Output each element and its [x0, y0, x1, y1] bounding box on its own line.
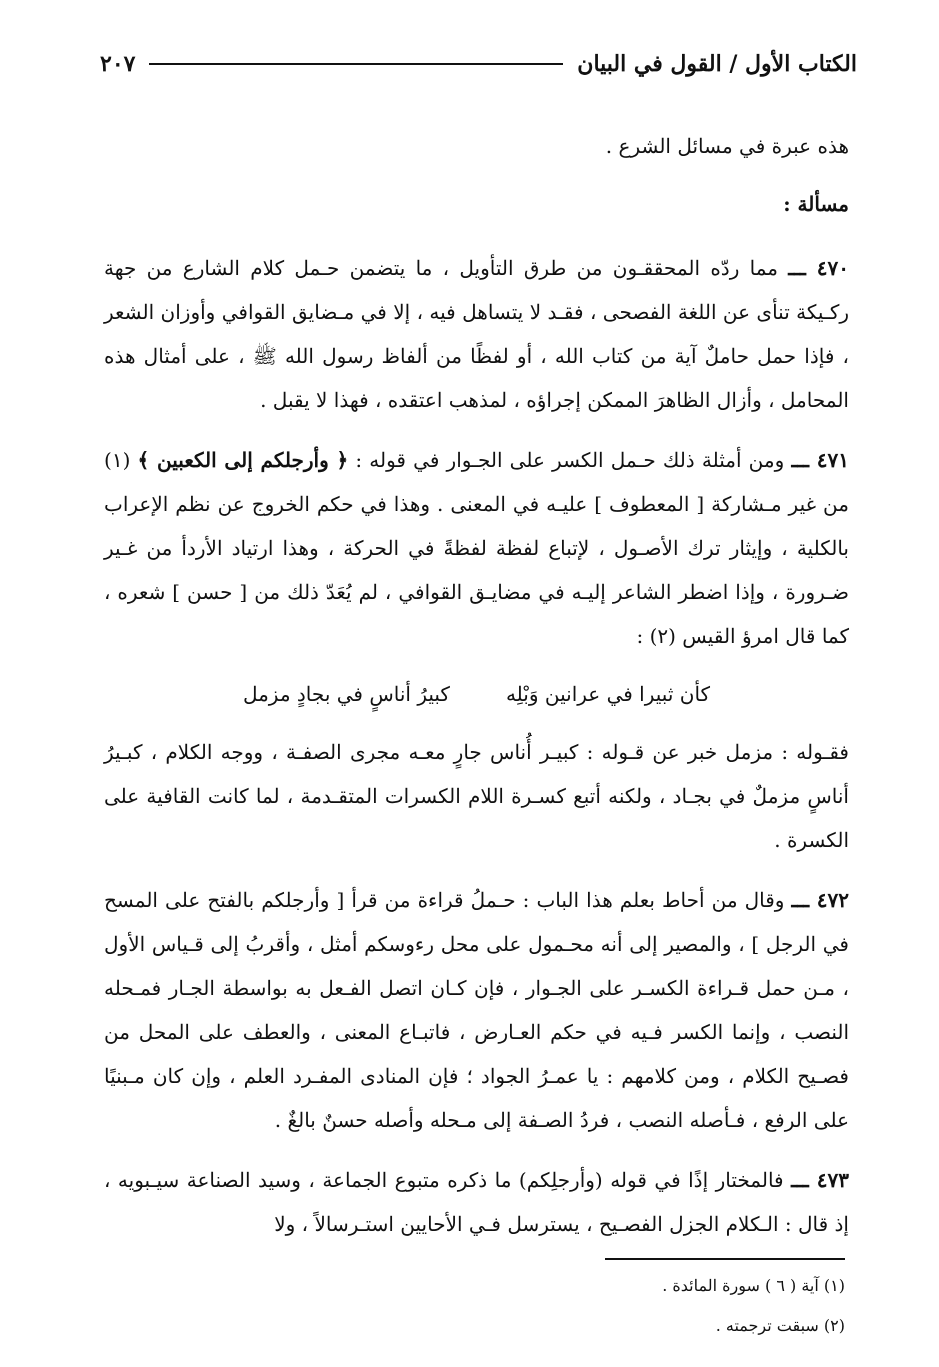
paragraph-number: ٤٧٣ ـــ — [791, 1168, 849, 1192]
paragraph-number: ٤٧٠ ـــ — [788, 256, 849, 280]
footnotes — [104, 1266, 845, 1346]
footnote-separator — [605, 1258, 845, 1260]
quran-quote: ﴿ وأرجلكم إلى الكعبين ﴾ — [137, 448, 349, 472]
chapter-title: الكتاب الأول / القول في البيان — [577, 51, 857, 77]
footnote-1: (١) آية ( ٦ ) سورة المائدة . — [662, 1276, 845, 1295]
footnote-2: (٢) سبقت ترجمته . — [715, 1316, 845, 1335]
paragraph-number: ٤٧١ ـــ — [791, 448, 850, 472]
paragraph-471 — [104, 438, 849, 658]
verse-hemistich-first: كأن ثبيرا في عرانين وَبْلِه — [505, 682, 711, 706]
running-header — [100, 44, 857, 84]
paragraph-text: مما ردّه المحققـون من طرق التأويل ، ما يتضمن حـمل كلام الشارع من جهة ركـيكة تنأى عن اللغة الفصحى ، فقـد لا يتساهل فيه ، إلا في مـضايق القوافي وأوزان الشعر ، فإذا حمل حاملٌ آية من كتاب الله ، أو لفظًا من ألفاظ رسول الله ﷺ ، على أمثال هذه المحامل ، وأزال الظاهرَ الممكن إجراؤه ، لمذهب اعتقده ، فهذا لا يقبل . — [104, 256, 849, 412]
paragraph-text: (١) من غير مـشاركة [ المعطوف ] عليـه في المعنى . وهذا في حكم الخروج عن نظم الإعراب بالكلية ، وإيثار ترك الأصـول ، لإتباع لفظة لفظةً في الحركة ، وهذا ارتياد الأردأ من غـير ضـرورة ، وإذا اضطر الشاعر إليـه في مضايـق القوافي ، لم يُعَدّ ذلك من [ حسن ] شعره ، كما قال امرؤ القيس (٢) : — [104, 448, 849, 648]
main-text — [104, 124, 849, 1262]
verse-hemistich-second: كبيرُ أناسٍ في بجادٍ مزمل — [242, 682, 450, 706]
paragraph-472 — [104, 878, 849, 1142]
paragraph-text: فالمختار إذًا في قوله (وأرجلِكم) ما ذكره متبوع الجماعة ، وسيد الصناعة سيـبويه ، إذ قال : الـكلام الجزل الفصـيح ، يسترسل فـي الأحايين استـرسالاً ، ولا — [104, 1168, 849, 1236]
page-number: ٢٠٧ — [100, 51, 136, 77]
paragraph-text: ومن أمثلة ذلك حـمل الكسر على الجـوار في قوله : — [355, 448, 785, 472]
intro-line: هذه عبرة في مسائل الشرع . — [605, 134, 849, 158]
poetry-verse — [104, 672, 849, 716]
paragraph-text: وقال من أحاط بعلم هذا الباب : حـملُ قراءة من قرأ [ وأرجلكم بالفتح على المسح في الرجل ] ، والمصير إلى أنه محـمول على محل رءوسكم أمثل ، وأقربُ إلى قـياس الأول ، مـن حمل قـراءة الكسـر على الجـوار ، فإن كـان اتصل الفـعل به بواسطة الجـار فمـحله النصب ، وإنما الكسر فـيه في حكم العـارض ، فاتبـاع المعنى ، والعطف على المحل من فصـيح الكلام ، ومن كلامهم : يا عمـرُ الجواد ؛ فإن المنادى المفـرد العلم ، وإن كان مـبنيًا على الرفع ، فـأصله النصب ، فردُ الصـفة إلى مـحله وأصله حسنٌ بالغٌ . — [104, 888, 849, 1132]
header-rule — [149, 63, 563, 65]
paragraph-473 — [104, 1158, 849, 1246]
paragraph-number: ٤٧٢ ـــ — [791, 888, 850, 912]
paragraph-471-continued: فقـوله : مزمل خبر عن قـوله : كبيـر أُناس جارٍ معـه مجرى الصفـة ، ووجه الكلام ، كبـيرُ أناسٍ مزملٌ في بجـاد ، ولكنه أتبع كسـرة اللام الكسرات المتقـدمة ، لما كانت القافية على الكسرة . — [104, 740, 849, 852]
paragraph-470 — [104, 246, 849, 422]
section-heading: مسألة : — [783, 192, 849, 216]
